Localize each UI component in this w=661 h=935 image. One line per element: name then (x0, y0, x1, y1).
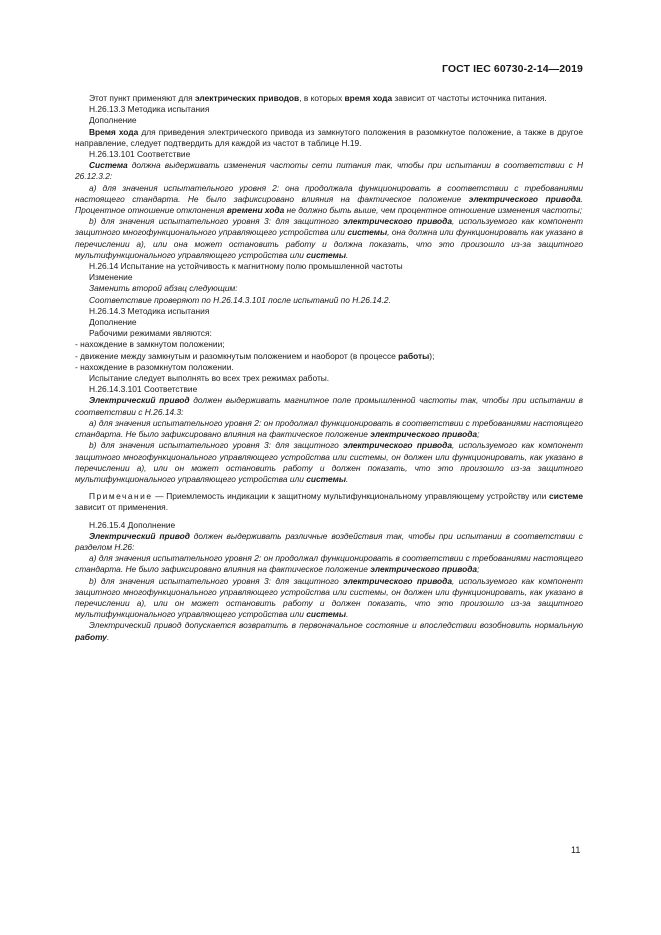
bold-term: работы (398, 350, 430, 361)
text-segment: а) для значения испытательного уровня 2: она продолжала функционировать в соответствии с требованиями настоящего стандарта. Не было зафиксировано влияния на фактическое положение (75, 182, 583, 204)
text-segment: , используемого как компонент защитного многофункционального управляющего устройства или системы, он должен или функционировать, как указано в перечислении а), или он может остановить работу и должен показать, что это произошло из-за защитного мультифункционального управляющего устройства или (75, 575, 583, 620)
text-segment: - нахождение в замкнутом положении; (75, 339, 225, 350)
text-segment: . (345, 609, 349, 620)
bold-term: Система (89, 160, 128, 171)
paragraph (75, 127, 583, 149)
paragraph (75, 328, 583, 339)
text-segment: H.26.14 Испытание на устойчивость к магнитному полю промышленной частоты (89, 261, 403, 272)
list-item (75, 339, 583, 350)
bold-term: Электрический привод (89, 530, 190, 541)
paragraph (75, 295, 583, 306)
bold-term: электрического привода (343, 575, 452, 586)
text-segment: , используемого как компонент защитного многофункционального управляющего устройства или системы, он должен или функционировать, как указано в перечислении а), или он может остановить работу и должен показать, что это произошло из-за защитного мультифункционального управляющего устройства или (75, 440, 583, 484)
bold-term: электрического привода (468, 193, 581, 204)
paragraph (75, 272, 583, 283)
paragraph (75, 531, 583, 553)
text-segment: - движение между замкнутым и разомкнутым положением и наоборот (в процессе (75, 350, 399, 361)
bold-term: Время хода (89, 126, 139, 137)
text-segment: . (106, 631, 110, 642)
paragraph (75, 216, 583, 261)
page-number: 11 (571, 845, 581, 855)
text-segment: H.26.13.101 Соответствие (89, 149, 191, 160)
paragraph (75, 115, 583, 126)
text-segment: Заменить второй абзац следующим: (89, 283, 238, 294)
list-item (75, 362, 583, 373)
document-standard-code: ГОСТ IEC 60730-2-14—2019 (441, 63, 583, 75)
bold-term: электрического привода (343, 440, 452, 451)
text-segment: H.26.14.3.101 Соответствие (89, 384, 198, 395)
text-segment: Этот пункт применяют для (89, 93, 196, 103)
bold-term: работу (75, 631, 107, 642)
paragraph (75, 384, 583, 395)
bold-term: время хода (344, 93, 393, 103)
paragraph (75, 553, 583, 575)
paragraph (75, 283, 583, 294)
text-segment: Примечание (89, 491, 153, 502)
text-segment: Испытание следует выполнять во всех трех режимах работы. (89, 373, 330, 384)
paragraph (75, 395, 583, 417)
bold-term: времени хода (226, 205, 285, 216)
text-segment: должен выдерживать магнитное поле промышленной частоты так, чтобы при испытании в соответствии с H.26.14.3: (75, 395, 583, 417)
text-segment: H.26.15.4 Дополнение (89, 519, 176, 530)
text-segment: зависит от частоты источника питания. (392, 93, 547, 103)
bold-term: электрических приводов (195, 93, 300, 103)
paragraph (75, 306, 583, 317)
document-body (75, 93, 583, 643)
text-segment: — Приемлемость индикации к защитному мультифункциональному управляющему устройству или (152, 491, 550, 502)
text-segment: ; (477, 429, 480, 440)
paragraph (75, 520, 583, 531)
text-segment: H.26.14.3 Методика испытания (89, 305, 210, 316)
text-segment: Рабочими режимами являются: (89, 328, 212, 339)
text-segment: , в которых (299, 93, 345, 103)
text-segment: - нахождение в разомкнутом положении. (75, 361, 234, 372)
text-segment: b) для значения испытательного уровня 3: для защитного (89, 216, 344, 227)
text-segment: b) для значения испытательного уровня 3: для защитного (89, 440, 344, 451)
paragraph (75, 261, 583, 272)
text-segment: ; (477, 564, 480, 575)
bold-term: системе (549, 491, 583, 502)
bold-term: системы (306, 609, 346, 620)
text-segment: b) для значения испытательного уровня 3: для защитного (89, 575, 344, 586)
paragraph (75, 373, 583, 384)
text-segment: . Процентное отношение отклонения (75, 193, 583, 216)
bold-term: системы (347, 227, 388, 238)
text-segment: должен выдерживать различные воздействия так, чтобы при испытании в соответствии с разделом H.26: (75, 530, 583, 552)
text-segment: Дополнение (89, 115, 137, 126)
bold-term: электрического привода (343, 216, 452, 227)
text-segment: Соответствие проверяют по H.26.14.3.101 после испытаний по H.26.14.2. (89, 294, 391, 305)
paragraph (75, 93, 583, 104)
text-segment: H.26.13.3 Методика испытания (89, 104, 210, 115)
bold-term: электрического привода (370, 429, 478, 440)
paragraph (75, 440, 583, 485)
text-segment: не должно быть выше, чем процентное отношение изменения частоты; (284, 205, 583, 216)
text-segment: . (345, 249, 349, 260)
text-segment: а) для значения испытательного уровня 2: он продолжал функционировать в соответствии с требованиями настоящего стандарта. Не было зафиксировано влияния на фактическое положение (75, 417, 583, 440)
paragraph (75, 104, 583, 115)
note-paragraph (75, 491, 583, 513)
list-item (75, 351, 583, 362)
paragraph (75, 183, 583, 217)
text-segment: , она должна или функционировать как указано в перечислении а), или она может остановить работу и должна показать, что это произошло из-за защитного мультифункционального управляющего устройства или (75, 227, 583, 260)
text-segment: для приведения электрического привода из замкнутого положения в разомкнутое положение, а также в другое направление, следует подтвердить для каждой из частот в таблице H.19. (75, 126, 583, 148)
text-segment: должна выдерживать изменения частоты сети питания так, чтобы при испытании в соответствии с H 26.12.3.2: (75, 160, 583, 182)
paragraph (75, 576, 583, 621)
bold-term: системы (306, 249, 346, 260)
bold-term: Электрический привод (89, 395, 190, 406)
bold-term: электрического привода (370, 564, 478, 575)
paragraph (75, 160, 583, 182)
text-segment: а) для значения испытательного уровня 2: он продолжал функционировать в соответствии с требованиями настоящего стандарта. Не было зафиксировано влияния на фактическое положение (75, 553, 583, 575)
text-segment: Дополнение (89, 317, 137, 328)
text-segment: Электрический привод допускается возвратить в первоначальное состояние и впоследствии возобновить нормальную (89, 620, 583, 631)
bold-term: системы (306, 473, 346, 484)
text-segment: ); (429, 350, 435, 361)
paragraph (75, 418, 583, 440)
text-segment: , используемого как компонент защитного многофункционального управляющего устройства или (75, 216, 583, 238)
paragraph (75, 149, 583, 160)
paragraph (75, 317, 583, 328)
text-segment: . (345, 473, 349, 484)
paragraph (75, 620, 583, 642)
text-segment: Изменение (89, 272, 133, 283)
text-segment: зависит от применения. (75, 502, 169, 513)
